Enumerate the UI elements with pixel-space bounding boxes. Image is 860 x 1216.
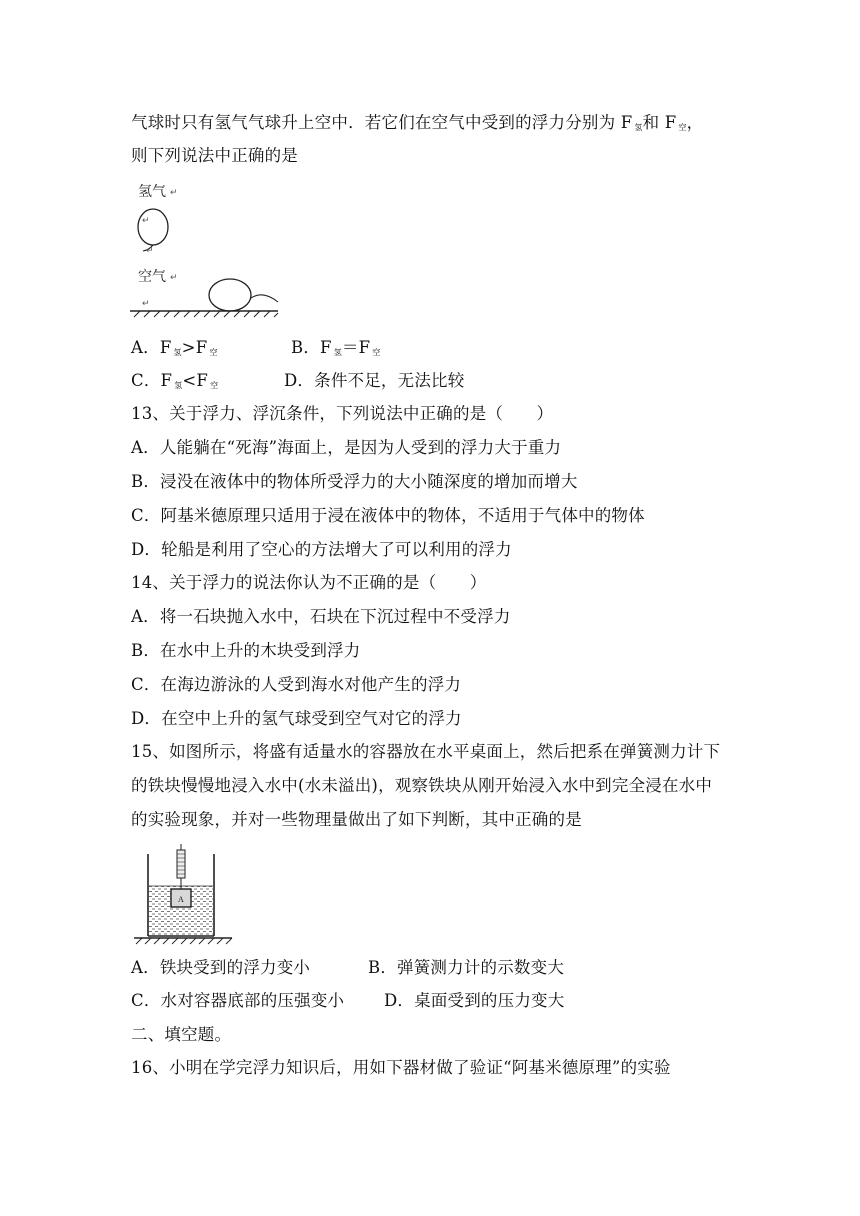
block-label: A [178,895,184,904]
ground-hatching [134,311,278,317]
section-heading-fill-in: 二、填空题。 [131,1025,232,1044]
q13-option-b: B．浸没在液体中的物体所受浮力的大小随深度的增加而增大 [131,472,578,491]
label-hydrogen: 氢气 [138,183,166,199]
q12-options-row-1 [131,337,218,364]
q12-text-c: ， [686,113,704,132]
q13-option-a: A．人能躺在“死海”海面上，是因为人受到的浮力大于重力 [131,438,562,457]
label-air: 空气 [138,268,166,284]
q13-stem: 13、关于浮力、浮沉条件，下列说法中正确的是（ ） [131,404,554,423]
q12-line-2: 则下列说法中正确的是 [131,146,298,165]
return-mark-5: ↵ [142,298,150,308]
return-mark-1: ↵ [170,187,178,197]
q12-option-b: B．F $_氢$＝F $_空$ [291,338,381,357]
container-figure [128,842,238,946]
q14-option-c: C．在海边游泳的人受到海水对他产生的浮力 [131,675,462,694]
q14-stem: 14、关于浮力的说法你认为不正确的是（ ） [131,573,487,592]
q16-stem: 16、小明在学完浮力知识后，用如下器材做了验证“阿基米德原理”的实验 [131,1058,671,1077]
table-hatching [136,938,232,944]
balloons-figure [128,178,283,318]
q12-option-d: D．条件不足，无法比较 [284,371,465,390]
air-balloon-string [251,295,278,302]
subscript-hydrogen: 氢 [634,123,643,132]
q15-line-3: 的实验现象，并对一些物理量做出了如下判断，其中正确的是 [131,810,582,829]
q14-option-b: B．在水中上升的木块受到浮力 [131,641,361,660]
q15-option-c: C．水对容器底部的压强变小 [131,991,345,1010]
q12-option-c: C．F $_氢$<F $_空$ [131,371,219,390]
q14-option-a: A．将一石块抛入水中，石块在下沉过程中不受浮力 [131,607,511,626]
q12-text-b: 和 F [642,113,677,132]
q15-option-a: A．铁块受到的浮力变小 [131,958,311,977]
q15-line-1: 15、如图所示，将盛有适量水的容器放在水平桌面上，然后把系在弹簧测力计下 [131,742,721,761]
q14-option-d: D．在空中上升的氢气球受到空气对它的浮力 [131,709,462,728]
q15-line-2: 的铁块慢慢地浸入水中(水未溢出)，观察铁块从刚开始浸入水中到完全浸在水中 [131,776,713,795]
q12-text-a: 气球时只有氢气气球升上空中．若它们在空气中受到的浮力分别为 F [131,113,633,132]
q15-option-d: D．桌面受到的压力变大 [384,991,565,1010]
spring-scale [177,844,185,889]
return-mark-2: ↵ [142,215,150,225]
q12-option-a: A．F $_氢$>F $_空$ [131,338,218,357]
q13-option-c: C．阿基米德原理只适用于浸在液体中的物体，不适用于气体中的物体 [131,506,645,525]
subscript-air: 空 [678,123,687,132]
return-mark-3: ↵ [146,245,154,255]
q12-line-1 [131,112,703,139]
air-balloon [209,279,251,311]
q15-option-b: B．弹簧测力计的示数变大 [368,958,565,977]
q13-option-d: D．轮船是利用了空心的方法增大了可以利用的浮力 [131,540,512,559]
return-mark-4: ↵ [170,272,178,282]
